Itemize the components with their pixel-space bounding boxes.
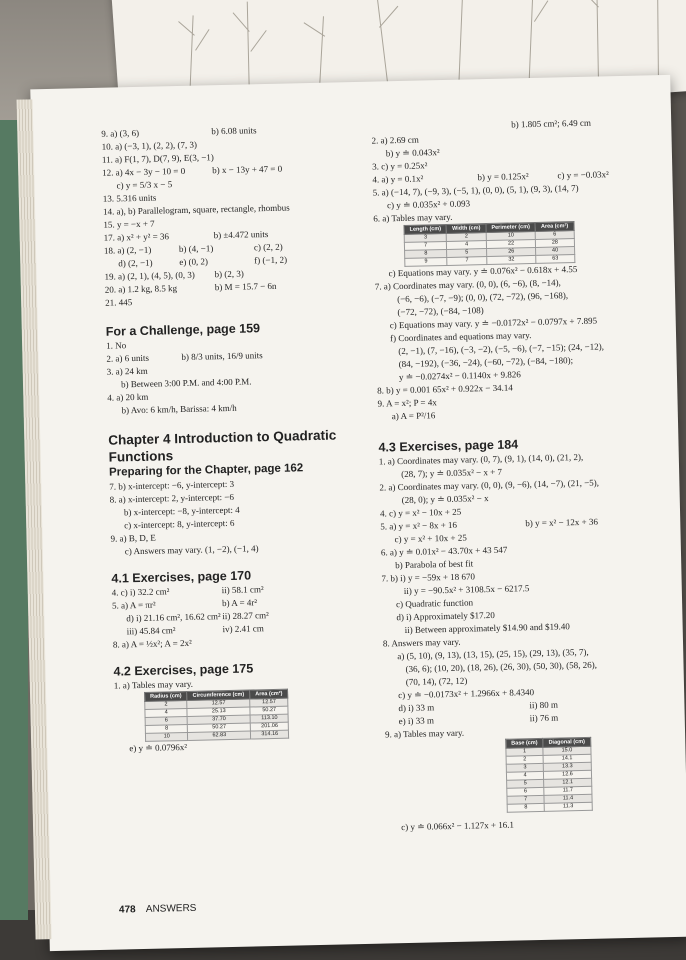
answer-text: c) Equations may vary. y ≐ −0.0172x² − 0.0797x + 7.895 xyxy=(389,315,598,331)
answer-text: b) y = 0.125x² xyxy=(477,171,529,183)
table-cell: 40 xyxy=(536,247,574,256)
table-header: Radius (cm) xyxy=(145,691,188,701)
table-cell: 14.1 xyxy=(543,754,591,763)
table-cell: 2 xyxy=(145,700,188,709)
answer-text: 9. a) B, D, E xyxy=(110,532,156,544)
table-cell: 7 xyxy=(404,241,447,250)
answer-text: b) (2, 3) xyxy=(214,268,244,280)
answer-text: iv) 2.41 cm xyxy=(222,623,264,635)
table-cell: 62.83 xyxy=(188,731,251,740)
answer-text: b) Parabola of best fit xyxy=(395,558,474,571)
table-cell: 2 xyxy=(506,755,543,764)
answer-text: b) 1.805 cm²; 6.49 cm xyxy=(511,117,592,130)
table-cell: 3 xyxy=(404,233,447,242)
table-cell: 63 xyxy=(536,255,574,264)
answer-text: 9. a) (3, 6) xyxy=(101,127,140,139)
table-cell: 11.4 xyxy=(544,794,592,803)
answer-text: b) Between 3:00 P.M. and 4:00 P.M. xyxy=(120,376,252,390)
table-cell: 26 xyxy=(486,247,536,256)
section-heading: 4.3 Exercises, page 184 xyxy=(378,437,519,455)
answer-text: 6. a) y ≐ 0.01x² − 43.70x + 43 547 xyxy=(380,544,508,558)
table-cell: 50.27 xyxy=(188,723,251,732)
answer-text: 15. y = −x + 7 xyxy=(103,218,155,230)
section-heading: 4.2 Exercises, page 175 xyxy=(113,661,254,679)
answer-text: f) (−1, 2) xyxy=(254,254,288,266)
left-column xyxy=(101,122,385,756)
answer-text: y ≐ −0.0274x² − 0.1140x + 9.826 xyxy=(398,369,521,383)
answer-text: c) y ≐ 0.066x² − 1.127x + 16.1 xyxy=(401,819,515,833)
table-cell: 9 xyxy=(405,257,448,266)
table-cell: 28 xyxy=(536,239,574,248)
answer-text: d) i) 21.16 cm², 16.62 cm² xyxy=(126,611,221,624)
answer-text: 12. a) 4x − 3y − 10 = 0 xyxy=(102,165,186,178)
section-heading: For a Challenge, page 159 xyxy=(105,321,261,339)
answer-text: 1. No xyxy=(106,340,127,351)
table-header: Diagonal (cm) xyxy=(543,737,591,747)
answer-text: a) (5, 10), (9, 13), (13, 15), (25, 15), (29, 13), (35, 7), xyxy=(397,646,589,662)
answer-text: 2. a) 2.69 cm xyxy=(371,134,419,146)
answer-text: 2. a) 6 units xyxy=(106,352,150,364)
answer-text: 13. 5.316 units xyxy=(102,192,157,204)
table-cell: 4 xyxy=(506,771,543,780)
chapter-heading: Chapter 4 Introduction to Quadratic Functions xyxy=(108,427,337,465)
table-cell: 113.10 xyxy=(250,714,288,723)
table-cell: 4 xyxy=(145,708,188,717)
table-cell: 32 xyxy=(487,255,537,264)
answer-text: 8. a) x-intercept: 2, y-intercept: −6 xyxy=(109,491,234,505)
answer-text: e) (0, 2) xyxy=(179,256,209,268)
table-cell: 13.3 xyxy=(544,762,592,771)
answer-text: c) y = 5/3 x − 5 xyxy=(116,179,173,191)
answer-text: c) Quadratic function xyxy=(395,597,474,610)
table-cell: 15.0 xyxy=(543,746,591,755)
answer-text: b) Avo: 6 km/h, Barissa: 4 km/h xyxy=(121,402,237,416)
table-cell: 6 xyxy=(536,231,574,240)
table-cell: 12.57 xyxy=(187,699,250,708)
table-cell: 10 xyxy=(145,732,188,741)
answer-text: 11. a) F(1, 7), D(7, 9), E(3, −1) xyxy=(101,152,214,165)
table-cell: 5 xyxy=(447,249,487,258)
table-header: Length (cm) xyxy=(404,224,447,234)
table-cell: 12.6 xyxy=(544,770,592,779)
answer-text: (2, −1), (7, −16), (−3, −2), (−5, −6), (−7, −15); (24, −12), xyxy=(398,341,605,357)
table-cell: 314.16 xyxy=(251,730,289,739)
textbook-page xyxy=(30,75,686,951)
right-column xyxy=(371,115,667,834)
table-cell: 10 xyxy=(486,231,536,240)
answer-text: 8. Answers may vary. xyxy=(382,636,461,649)
table-cell: 7 xyxy=(507,795,544,804)
answer-text: b) 8/3 units, 16/9 units xyxy=(181,350,263,363)
answer-text: c) (2, 2) xyxy=(253,241,283,253)
answer-table xyxy=(505,737,592,813)
table-header: Area (cm²) xyxy=(535,222,573,232)
page-number: 478 xyxy=(118,904,136,916)
answer-text: 5. a) A = πr² xyxy=(111,599,156,611)
answer-text: 3. c) y = 0.25x² xyxy=(372,160,428,172)
table-cell: 6 xyxy=(145,716,188,725)
answer-text: 4. a) 20 km xyxy=(107,391,149,403)
answer-text: (28, 7); y ≐ 0.035x² − x + 7 xyxy=(401,466,503,480)
answer-text: e) i) 33 m xyxy=(398,715,435,727)
answer-text: 3. a) 24 km xyxy=(106,365,148,377)
answer-text: e) y ≐ 0.0796x² xyxy=(129,741,188,754)
answer-text: 7. a) Coordinates may vary. (0, 0), (6, −6), (8, −14), xyxy=(374,277,561,292)
answer-text: (36, 6); (10, 20), (18, 26), (26, 30), (50, 30), (58, 26), xyxy=(405,659,598,675)
answer-text: 4. a) y = 0.1x² xyxy=(372,173,424,185)
answer-text: (70, 14), (72, 12) xyxy=(405,675,468,688)
answer-table xyxy=(403,221,575,267)
answer-text: f) Coordinates and equations may vary. xyxy=(389,330,532,344)
answer-text: b) (4, −1) xyxy=(178,243,214,255)
answer-text: b) A = 4r² xyxy=(221,597,258,609)
table-cell: 7 xyxy=(447,257,487,266)
table-cell: 6 xyxy=(507,787,544,796)
table-cell: 8 xyxy=(145,724,188,733)
answer-text: 5. a) y = x² − 8x + 16 xyxy=(380,519,458,532)
answer-text: 17. a) x² + y² = 36 xyxy=(103,231,170,243)
answer-text: 2. a) Coordinates may vary. (0, 0), (9, −6), (14, −7), (21, −5), xyxy=(379,477,600,493)
answer-text: iii) 45.84 cm² xyxy=(126,625,176,637)
answer-text: (84, −192), (−36, −24), (−60, −72), (−84, −180); xyxy=(398,355,574,370)
answer-text: c) y = x² + 10x + 25 xyxy=(394,532,467,545)
table-cell: 8 xyxy=(405,249,448,258)
answer-text: 1. a) Tables may vary. xyxy=(113,678,194,691)
answer-text: c) x-intercept: 8, y-intercept: 6 xyxy=(124,517,235,531)
answer-text: c) y ≐ 0.035x² + 0.093 xyxy=(386,198,471,211)
answer-text: c) Equations may vary. y ≐ 0.076x² − 0.618x + 4.55 xyxy=(388,264,578,279)
answer-text: a) A = P²/16 xyxy=(391,410,436,422)
answer-text: (−6, −6), (−7, −9); (0, 0), (72, −72), (96, −168), xyxy=(397,290,569,305)
answer-text: d) i) 33 m xyxy=(398,702,435,714)
table-cell: 2 xyxy=(447,233,487,242)
answer-text: 19. a) (2, 1), (4, 5), (0, 3) xyxy=(104,269,195,282)
table-cell: 5 xyxy=(507,779,544,788)
table-cell: 3 xyxy=(506,763,543,772)
table-cell: 4 xyxy=(447,241,487,250)
table-cell: 201.06 xyxy=(250,722,288,731)
answer-text: b) 6.08 units xyxy=(211,125,257,137)
answer-text: ii) 80 m xyxy=(529,699,559,711)
table-cell: 12.1 xyxy=(544,778,592,787)
table-cell: 37.70 xyxy=(188,715,251,724)
answer-text: c) y ≐ −0.0173x² + 1.2966x + 8.4340 xyxy=(398,687,535,701)
answer-text: ii) 76 m xyxy=(529,712,559,724)
table-cell: 25.13 xyxy=(187,707,250,716)
table-header: Circumference (cm) xyxy=(187,690,250,700)
table-cell: 22 xyxy=(486,239,536,248)
section-heading: Preparing for the Chapter, page 162 xyxy=(108,462,304,479)
answer-text: (28, 0); y ≐ 0.035x² − x xyxy=(401,493,489,506)
answer-text: ii) y = −90.5x² + 3108.5x − 6217.5 xyxy=(403,583,530,597)
answer-text: ii) 58.1 cm² xyxy=(221,584,264,596)
table-cell: 8 xyxy=(507,803,544,812)
answer-text: ii) 28.27 cm² xyxy=(222,610,269,622)
answer-text: 7. b) i) y = −59x + 18 670 xyxy=(381,571,476,584)
answer-text: c) Answers may vary. (1, −2), (−1, 4) xyxy=(124,543,259,557)
answer-text: b) ±4.472 units xyxy=(213,229,269,241)
answer-text: 18. a) (2, −1) xyxy=(103,244,152,256)
table-cell: 1 xyxy=(506,747,543,756)
page-footer xyxy=(119,903,197,916)
table-header: Area (cm²) xyxy=(250,689,288,699)
answer-text: d) i) Approximately $17.20 xyxy=(396,609,495,623)
footer-label: ANSWERS xyxy=(145,902,197,915)
answer-text: 21. 445 xyxy=(105,297,133,308)
section-heading: 4.1 Exercises, page 170 xyxy=(111,568,252,586)
answer-text: c) y = −0.03x² xyxy=(557,169,609,181)
answer-text: d) (2, −1) xyxy=(118,257,153,269)
table-cell: 50.27 xyxy=(250,706,288,715)
answer-text: 7. b) x-intercept: −6, y-intercept: 3 xyxy=(109,478,235,492)
answer-text: b) y ≐ 0.043x² xyxy=(385,147,440,159)
table-cell: 11.7 xyxy=(544,786,592,795)
table-header: Width (cm) xyxy=(446,224,486,234)
answer-text: 1. a) Coordinates may vary. (0, 7), (9, 1), (14, 0), (21, 2), xyxy=(378,451,584,467)
answer-text: 9. A = x²; P = 4x xyxy=(377,397,437,409)
answer-text: 10. a) (−3, 1), (2, 2), (7, 3) xyxy=(101,139,198,152)
table-cell: 11.3 xyxy=(544,802,592,811)
answer-text: 5. a) (−14, 7), (−9, 3), (−5, 1), (0, 0), (5, 1), (9, 3), (14, 7) xyxy=(372,182,579,198)
table-header: Perimeter (cm) xyxy=(486,222,536,232)
answer-text: b) y = x² − 12x + 36 xyxy=(525,516,599,529)
answer-text: 8. a) A = ½x²; A = 2x² xyxy=(112,637,192,650)
answer-text: 20. a) 1.2 kg, 8.5 kg xyxy=(104,283,178,295)
answer-text: ii) Between approximately $14.90 and $19.40 xyxy=(404,621,570,636)
table-cell: 12.57 xyxy=(250,698,288,707)
answer-text: 9. a) Tables may vary. xyxy=(384,727,465,740)
answer-text: 14. a), b) Parallelogram, square, rectangle, rhombus xyxy=(102,202,290,217)
answer-text: b) x-intercept: −8, y-intercept: 4 xyxy=(123,504,240,518)
answer-text: 4. c) y = x² − 10x + 25 xyxy=(379,506,462,519)
answer-text: 4. c) i) 32.2 cm² xyxy=(111,586,170,598)
answer-text: b) M = 15.7 − 6n xyxy=(214,280,277,293)
answer-text: 8. b) y = 0.001 65x² + 0.922x − 34.14 xyxy=(377,382,513,396)
answer-text: 6. a) Tables may vary. xyxy=(373,211,453,224)
table-header: Base (cm) xyxy=(506,738,543,748)
answer-text: (−72, −72), (−84, −108) xyxy=(397,305,484,318)
answer-text: b) x − 13y + 47 = 0 xyxy=(212,163,283,176)
answer-table xyxy=(144,689,289,742)
